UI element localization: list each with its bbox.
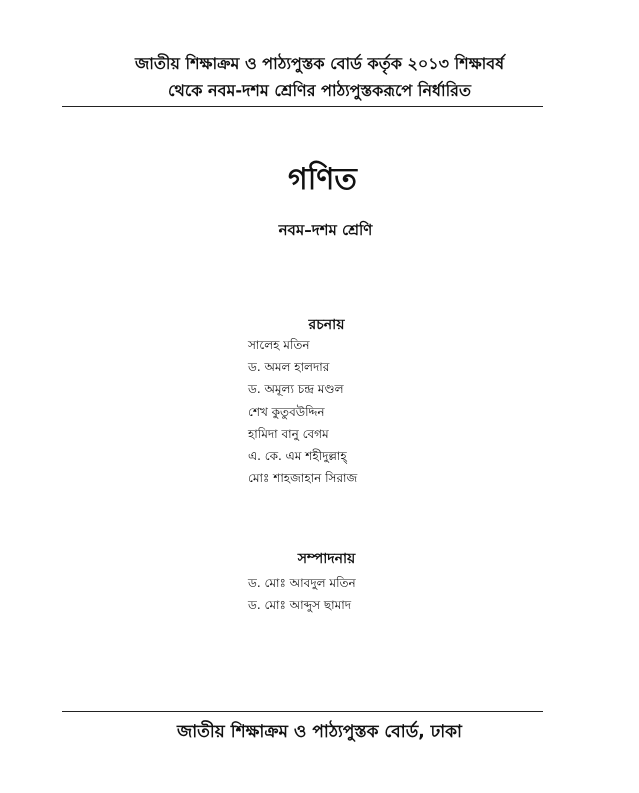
author-name: এ. কে. এম শহীদুল্লাহ্ — [248, 449, 347, 464]
editors-list — [248, 572, 356, 616]
author-name: হামিদা বানু বেগম — [248, 426, 329, 441]
approval-header — [0, 50, 639, 104]
top-divider — [62, 106, 543, 107]
author-name: মোঃ শাহজাহান সিরাজ — [248, 471, 358, 486]
approval-header-line-1: জাতীয় শিক্ষাক্রম ও পাঠ্যপুস্তক বোর্ড কর্তৃক ২০১৩ শিক্ষাবর্ষ — [134, 54, 505, 73]
editor-name: ড. মোঃ আবদুল মতিন — [248, 576, 356, 590]
book-title: গণিত — [288, 162, 357, 197]
editors-heading: সম্পাদনায় — [297, 551, 356, 567]
authors-heading: রচনায় — [308, 317, 345, 333]
author-name: ড. অমূল্য চন্দ্র মণ্ডল — [248, 382, 344, 397]
author-name: সালেহ মতিন — [248, 338, 310, 352]
editor-name: ড. মোঃ আব্দুস ছামাদ — [248, 598, 352, 613]
book-grade: নবম–দশম শ্রেণি — [278, 221, 373, 239]
author-name: শেখ কুতুবউদ্দিন — [248, 404, 325, 419]
authors-list — [248, 334, 357, 489]
bottom-divider — [62, 711, 543, 712]
approval-header-line-2: থেকে নবম-দশম শ্রেণির পাঠ্যপুস্তকরূপে নির্ধারিত — [168, 81, 471, 100]
author-name: ড. অমল হালদার — [248, 360, 330, 375]
publisher-footer: জাতীয় শিক্ষাক্রম ও পাঠ্যপুস্তক বোর্ড, ঢাকা — [177, 722, 462, 742]
